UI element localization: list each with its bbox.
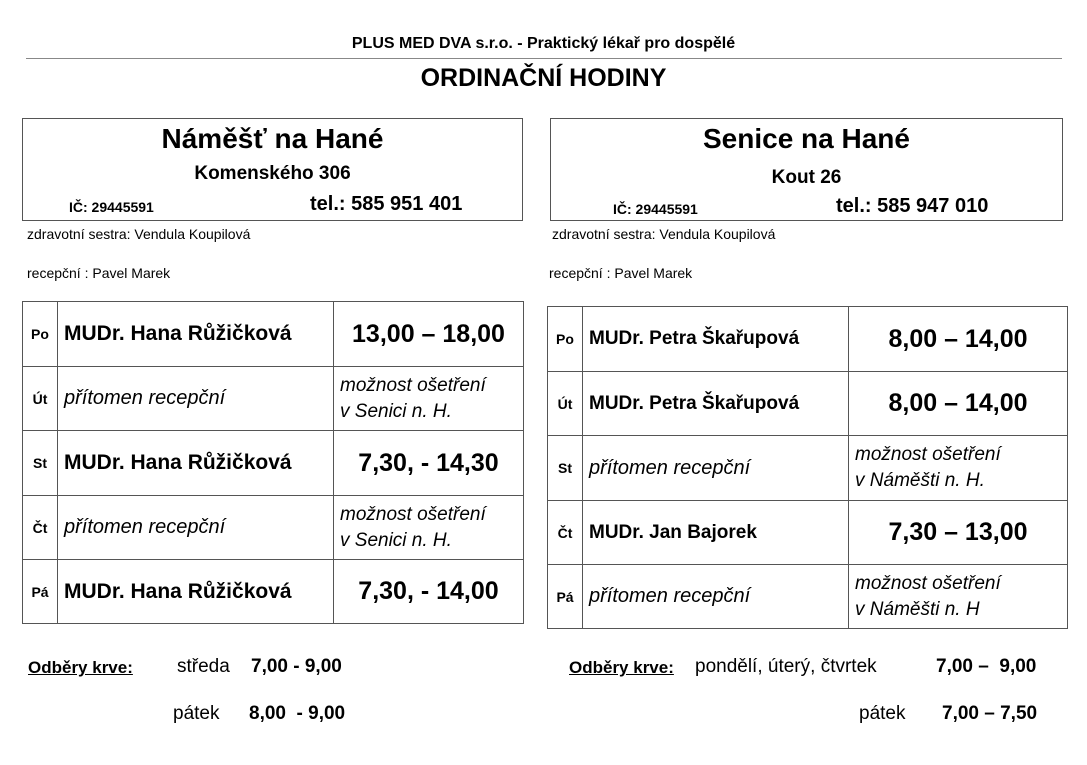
left-blood-label: Odběry krve: [28,658,133,677]
doctor-name: MUDr. Jan Bajorek [583,501,849,565]
right-blood-time-1: 7,00 – 9,00 [936,656,1037,677]
table-row [548,501,1068,565]
office-hours: 7,30 – 13,00 [849,501,1068,565]
left-street: Komenského 306 [194,163,351,184]
table-row [23,431,524,496]
clinic-subtitle: PLUS MED DVA s.r.o. - Praktický lékař pro dospělé [351,35,736,52]
table-row [23,302,524,367]
treatment-note [849,565,1068,629]
left-schedule-table [22,301,524,624]
right-reception: recepční : Pavel Marek [549,265,693,281]
left-reception: recepční : Pavel Marek [27,265,171,281]
table-row [548,307,1068,372]
office-hours: 8,00 – 14,00 [849,372,1068,436]
right-street: Kout 26 [771,167,842,188]
right-town: Senice na Hané [703,123,910,154]
note-line: možnost ošetření [855,444,1001,465]
table-row [23,560,524,624]
day-label: St [23,431,58,496]
day-label: Pá [548,565,583,629]
doctor-name: MUDr. Hana Růžičková [58,560,334,624]
table-row [548,436,1068,501]
table-row [548,372,1068,436]
reception-present: přítomen recepční [58,496,334,560]
left-town: Náměšť na Hané [161,123,384,154]
note-line: možnost ošetření [340,503,486,525]
doctor-name: MUDr. Hana Růžičková [58,302,334,367]
day-label: Pá [23,560,58,624]
office-hours: 8,00 – 14,00 [849,307,1068,372]
left-office-box [22,118,523,221]
day-label: Čt [548,501,583,565]
header-divider [26,58,1062,59]
left-ico: IČ: 29445591 [69,199,154,215]
note-line: v Senici n. H. [340,529,452,551]
left-blood-day-1: středa [177,656,230,677]
left-blood-time-1: 7,00 - 9,00 [251,656,342,677]
note-line: v Senici n. H. [340,400,452,422]
left-phone: tel.: 585 951 401 [310,193,463,215]
note-line: v Náměšti n. H [855,598,980,620]
table-row [23,367,524,431]
doctor-name: MUDr. Petra Škařupová [583,307,849,372]
office-hours: 13,00 – 18,00 [334,302,524,367]
right-schedule-table [547,306,1068,629]
right-nurse: zdravotní sestra: Vendula Koupilová [552,226,776,242]
reception-present: přítomen recepční [58,367,334,431]
treatment-note [334,496,524,560]
left-nurse: zdravotní sestra: Vendula Koupilová [27,226,251,242]
right-office-box [550,118,1063,221]
reception-present: přítomen recepční [583,565,849,629]
treatment-note [849,436,1068,501]
right-blood-time-2: 7,00 – 7,50 [942,703,1038,724]
day-label: St [548,436,583,501]
office-hours: 7,30, - 14,00 [334,560,524,624]
right-blood-label: Odběry krve: [569,658,674,677]
page-title: ORDINAČNÍ HODINY [420,64,667,92]
day-label: Út [23,367,58,431]
right-blood-day-2: pátek [859,703,906,724]
right-blood-day-1: pondělí, úterý, čtvrtek [695,656,877,677]
day-label: Po [548,307,583,372]
right-ico: IČ: 29445591 [613,201,698,217]
office-hours: 7,30, - 14,30 [334,431,524,496]
reception-present: přítomen recepční [583,436,849,501]
left-blood-day-2: pátek [173,703,220,724]
doctor-name: MUDr. Hana Růžičková [58,431,334,496]
note-line: možnost ošetření [855,572,1001,594]
note-line: možnost ošetření [340,374,486,396]
doctor-name: MUDr. Petra Škařupová [583,372,849,436]
right-phone: tel.: 585 947 010 [836,195,989,217]
day-label: Čt [23,496,58,560]
day-label: Po [23,302,58,367]
treatment-note [334,367,524,431]
table-row [548,565,1068,629]
table-row [23,496,524,560]
note-line: v Náměšti n. H. [855,470,985,491]
day-label: Út [548,372,583,436]
left-blood-time-2: 8,00 - 9,00 [249,703,346,724]
